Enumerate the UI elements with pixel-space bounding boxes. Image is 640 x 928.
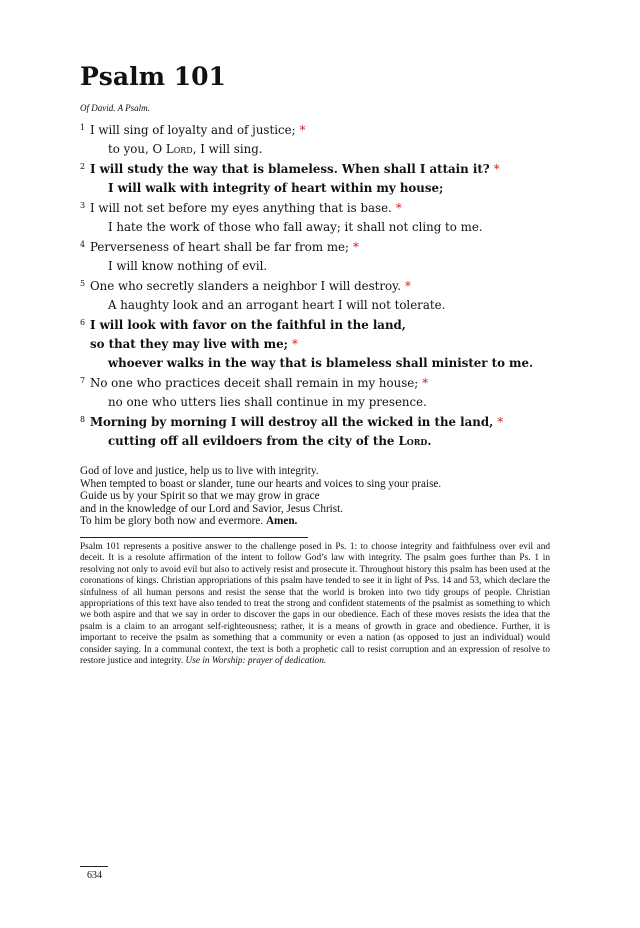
verse-line-text: Perverseness of heart shall be far from me; [90, 240, 349, 254]
verse-line-text: . [427, 434, 432, 448]
commentary-divider [80, 537, 308, 538]
verse-line-2 [80, 140, 560, 159]
verse-number: 3 [80, 201, 86, 210]
verse-line-1 [80, 374, 560, 393]
verse-line-text: One who secretly slanders a neighbor I will destroy. [90, 279, 401, 293]
footer-divider [80, 866, 108, 867]
verse-line-2 [80, 218, 560, 237]
divine-name: Lord [398, 434, 428, 448]
verse-line-text: whoever walks in the way that is blameless shall minister to me. [108, 356, 534, 370]
verse-line-text: I will know nothing of evil. [108, 259, 268, 273]
verse-2 [80, 160, 560, 198]
verse-line-text: A haughty look and an arrogant heart I will not tolerate. [108, 298, 446, 312]
verse-line-2 [80, 393, 560, 412]
divine-name: Lord [165, 142, 193, 156]
prayer-line: and in the knowledge of our Lord and Savior, Jesus Christ. [80, 502, 344, 515]
verse-number: 8 [80, 415, 86, 424]
verse-line-1 [80, 316, 560, 335]
verse-line-2 [80, 354, 560, 373]
verse-line-text: I will sing of loyalty and of justice; [90, 123, 296, 137]
mediation-asterisk: * [352, 240, 359, 254]
verse-line-1 [80, 413, 560, 432]
verse-line-text: I hate the work of those who fall away; it shall not cling to me. [108, 220, 483, 234]
verse-number: 7 [80, 376, 86, 385]
mediation-asterisk: * [405, 279, 411, 293]
verse-6 [80, 316, 560, 373]
verse-line-1 [80, 199, 560, 218]
verse-line-2 [80, 432, 560, 451]
verse-number: 2 [80, 162, 86, 171]
use-in-worship: Use in Worship: prayer of dedication. [185, 656, 327, 667]
verse-4 [80, 238, 560, 276]
commentary-text: Psalm 101 represents a positive answer to the challenge posed in Ps. 1: to choose integrity and faithfulness over evil and deceit. It is a resolute affirmation of the intent to follow God’s law with integrity. The psalm goes further than Ps. 1 in resolving not only to avoid evil but also to actively resist and prosecute it. Throughout history this psalm has been used at the coronations of kings. Christian appropriations of this psalm have tended to see it in light of Pss. 14 and 53, which declare the sinfulness of all human persons and resist the sense that the world is broken into two tidy groups of people. Christian appropriations of this text have also tended to treat the strong and confident statements of the psalmist as something to which we both aspire and that we say in order to discover the gaps in our obedience. Each of these moves resists the idea that the psalm is a claim to an arrogant self-righteousness; rather, it is a means of growth in grace and obedience. Further, it is important to receive the psalm as something that a community or even a nation (as opposed to just an individual) would consider saying. In a communal context, the text is both a prophetic call to resist corruption and an expression of resolve to restore justice and integrity. [80, 541, 550, 667]
verse-line-2 [80, 296, 560, 315]
psalm-page [80, 62, 560, 667]
verse-line-1b [80, 335, 560, 354]
verse-line-text: I will look with favor on the faithful in the land, [90, 318, 406, 332]
prayer-line: God of love and justice, help us to live with integrity. [80, 465, 319, 477]
verse-line-2 [80, 257, 560, 276]
verse-number: 1 [80, 123, 86, 132]
verse-line-1 [80, 277, 560, 296]
page-number: 634 [87, 870, 102, 881]
verse-line-text: , I will sing. [192, 142, 263, 156]
mediation-asterisk: * [422, 376, 429, 390]
verse-line-text: No one who practices deceit shall remain in my house; [90, 376, 419, 390]
verse-line-text: cutting off all evildoers from the city of the [108, 434, 399, 448]
verse-number: 4 [80, 240, 86, 249]
prayer-line: When tempted to boast or slander, tune our hearts and voices to sing your praise. [80, 477, 442, 490]
verse-list [80, 121, 560, 451]
verse-line-2 [80, 179, 560, 198]
verse-line-1 [80, 160, 560, 179]
superscription: Of David. A Psalm. [80, 103, 150, 113]
verse-line-text: no one who utters lies shall continue in my presence. [108, 395, 427, 409]
verse-7 [80, 374, 560, 412]
verse-line-text: so that they may live with me; [90, 337, 288, 351]
verse-8 [80, 413, 560, 451]
verse-line-1 [80, 238, 560, 257]
prayer-line-last [80, 515, 560, 528]
verse-number: 6 [80, 318, 86, 327]
verse-line-text: Morning by morning I will destroy all the wicked in the land, [90, 415, 494, 429]
verse-number: 5 [80, 279, 86, 288]
mediation-asterisk: * [395, 201, 402, 215]
mediation-asterisk: * [299, 123, 306, 137]
verse-line-1 [80, 121, 560, 140]
prayer-last-text: To him be glory both now and evermore. [80, 515, 266, 528]
verse-3 [80, 199, 560, 237]
verse-1 [80, 121, 560, 159]
page-title: Psalm 101 [80, 62, 226, 91]
mediation-asterisk: * [497, 415, 504, 429]
verse-5 [80, 277, 560, 315]
mediation-asterisk: * [291, 337, 298, 351]
commentary [80, 542, 550, 667]
prayer [80, 465, 560, 528]
verse-line-text: I will not set before my eyes anything that is base. [90, 201, 392, 215]
verse-line-text: I will study the way that is blameless. When shall I attain it? [90, 162, 490, 176]
mediation-asterisk: * [493, 162, 500, 176]
amen: Amen. [265, 515, 298, 528]
verse-line-text: I will walk with integrity of heart within my house; [108, 181, 444, 195]
prayer-line: Guide us by your Spirit so that we may grow in grace [80, 490, 320, 503]
verse-line-text: to you, O [108, 142, 166, 156]
